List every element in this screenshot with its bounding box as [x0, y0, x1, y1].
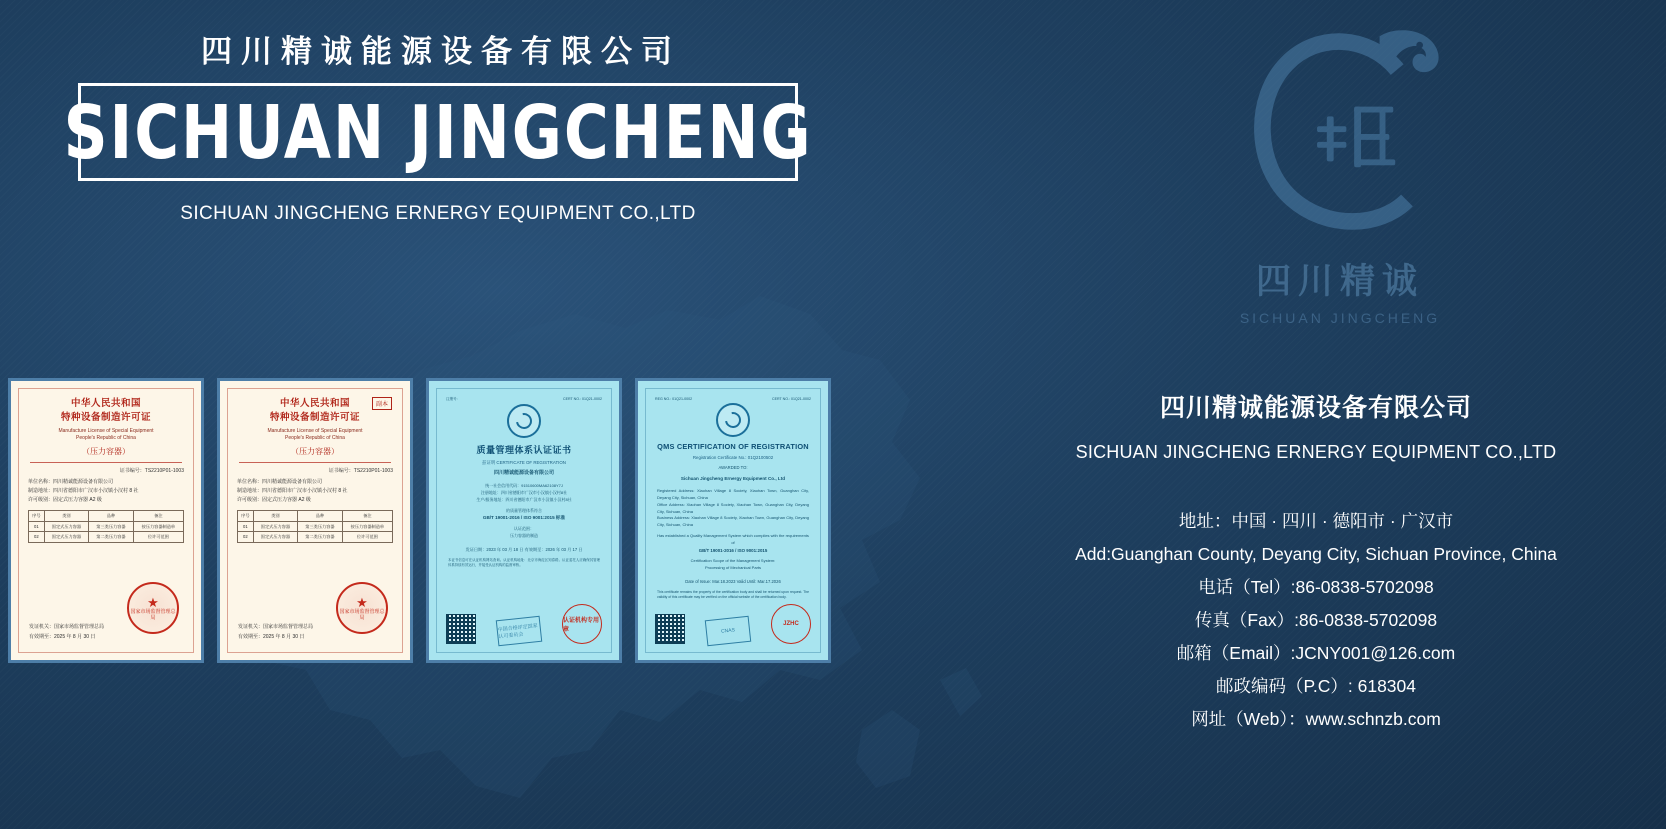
- cert2-r0c2: 第三类压力容器: [298, 521, 343, 531]
- cert1-seal-text: 国家市场监督管理总局: [130, 608, 176, 621]
- cert4-line-0: Registered Address: Xiaohan Village 8 Society, Xiaohan Town, Guanghan City, Deyang City, Sichuan, China: [657, 488, 809, 501]
- cert1-no-label: 证书编号：: [119, 467, 145, 474]
- cert1-row-1: 制造地址：四川省德阳市广汉市小汉镇小汉村 8 社: [28, 487, 139, 494]
- cert3-line-5: 认证范围：: [514, 526, 534, 532]
- certificate-gallery: [8, 378, 831, 663]
- cert2-divider: [239, 462, 391, 463]
- cert3-qr-code: [446, 614, 476, 644]
- cert4-company: Sichuan Jingcheng Ernergy Equipment Co., Ltd: [680, 475, 786, 481]
- cert4-title: QMS CERTIFICATION OF REGISTRATION: [657, 442, 809, 451]
- cert1-row-2: 许可级别：固定式压力容器 A2 级: [28, 497, 102, 503]
- cert3-line-0: 统一社会信用代码：91510600MA62108Y7J: [485, 483, 563, 489]
- cert1-no-value: TS2210P01-1003: [144, 467, 184, 474]
- contact-company-cn: 四川精诚能源设备有限公司: [1159, 394, 1472, 422]
- contact-address-en: Add:Guanghan County, Deyang City, Sichuan Province, China: [1075, 544, 1557, 564]
- cert2-footer-1: 发证机关：国家市场监督管理总局: [238, 624, 314, 630]
- certificate-card-manufacture-license[interactable]: [8, 378, 204, 663]
- cert2-r1c1: 固定式压力容器: [253, 532, 298, 542]
- cert2-title-en1: Manufacture License of Special Equipment: [267, 427, 363, 434]
- cert4-line-1: Office Address: Xiaohan Village 8 Society, Xiaohan Town, Guanghan City, Deyang City, Sichuan, China: [657, 501, 809, 514]
- cert1-r1c3: 位许可范围: [133, 532, 183, 542]
- table-row: [29, 521, 184, 531]
- cert4-cert-no: CERT NO.: 01Q21-0002: [771, 397, 811, 401]
- cert1-title-en2: People's Republic of China: [76, 435, 136, 441]
- cert2-footer-2: 有效期至：2025 年 8 月 30 日: [238, 634, 305, 640]
- cert4-line-2: Business Address: Xiaohan Village 8 Society, Xiaohan Town, Guanghan City, Deyang City, Sichuan, China: [657, 515, 809, 528]
- brand-block: [63, 26, 813, 225]
- cert3-line-1: 注册地址：四川省德阳市广汉市小汉镇小汉村8社: [480, 490, 568, 496]
- cert2-th-0: 序号: [238, 511, 254, 521]
- certificate-card-qms-cn[interactable]: [426, 378, 622, 663]
- cert2-row-1: 制造地址：四川省德阳市广汉市小汉镇小汉村 8 社: [237, 487, 348, 494]
- cert1-subtitle: （压力容器）: [82, 446, 130, 456]
- logo-text-en: SICHUAN JINGCHENG: [1239, 310, 1441, 326]
- cert2-no-label: 证书编号：: [328, 467, 354, 474]
- cert4-line-4: GB/T 19001-2016 / ISO 9001:2015: [698, 547, 768, 553]
- contact-panel: [1006, 388, 1626, 736]
- cert2-th-2: 品种: [298, 511, 343, 521]
- cert4-qr-code: [655, 614, 685, 644]
- cert1-r0c0: 01: [29, 521, 45, 531]
- cert4-subtitle: Registration Certificate No.: 01Q2100502: [692, 455, 774, 460]
- cert2-subtitle: （压力容器）: [291, 446, 339, 456]
- company-name-en-large: SICHUAN JINGCHENG: [63, 88, 813, 176]
- cert2-title-line2: 特种设备制造许可证: [269, 412, 360, 424]
- cert2-r0c3: 按压力容器制造单: [342, 521, 392, 531]
- cert1-r1c2: 第二类压力容器: [89, 532, 134, 542]
- cert1-th-1: 类别: [44, 511, 89, 521]
- cert4-line-3: Has established a Quality Management System which complies with the requirements of: [657, 533, 809, 545]
- table-row: [238, 532, 393, 542]
- cert3-subtitle: 兹证明 CERTIFICATE OF REGISTRATION: [482, 460, 566, 465]
- cert3-line-3: 的质量管理体系符合: [506, 507, 542, 513]
- cert2-row-2: 许可级别：固定式压力容器 A2 级: [237, 497, 311, 503]
- cert2-scope-table: [237, 510, 393, 542]
- cert4-awarded: AWARDED TO:: [718, 465, 748, 471]
- cert2-seal-text: 国家市场监督管理总局: [339, 608, 385, 621]
- cert2-copy-badge: 副本: [372, 397, 392, 410]
- cert2-title-en2: People's Republic of China: [285, 435, 345, 441]
- contact-email[interactable]: 邮箱（Email）:JCNY001@126.com: [1176, 643, 1456, 663]
- cert2-r0c1: 固定式压力容器: [253, 521, 298, 531]
- cert1-th-2: 品种: [89, 511, 134, 521]
- cert3-line-2: 生产/服务地址：四川省德阳市广汉市小汉镇小汉村8社: [476, 496, 572, 502]
- cert2-no-value: TS2210P01-1003: [353, 467, 393, 474]
- cert1-divider: [30, 462, 182, 463]
- cert2-r1c3: 位许可范围: [342, 532, 392, 542]
- contact-postcode: 邮政编码（P.C）: 618304: [1215, 676, 1417, 696]
- cert2-r1c2: 第二类压力容器: [298, 532, 343, 542]
- cert3-reg-no: 注册号：: [446, 397, 461, 401]
- cert1-scope-table: [28, 510, 184, 542]
- cert1-r1c1: 固定式压力容器: [44, 532, 89, 542]
- cert1-footer-1: 发证机关：国家市场监督管理总局: [29, 624, 105, 630]
- cert3-line-6: 压力容器的制造: [510, 533, 538, 539]
- table-row: [29, 532, 184, 542]
- cert3-fine-print: 本证书信息可在认证机构网站查询。认证机构地址：北京市海淀区知春路。认证委托人应确保其管理体系持续有效运行，并接受认证机构的监督审核。: [448, 557, 600, 568]
- cert3-seal: 认证机构专用章: [562, 604, 602, 644]
- cert4-line-6: Processing of Mechanical Parts: [704, 564, 762, 570]
- cert1-row-0: 单位名称：四川精诚能源设备有限公司: [28, 478, 114, 485]
- cert4-seal: JZHC: [771, 604, 811, 644]
- contact-rows: [1006, 505, 1626, 736]
- contact-website[interactable]: 网址（Web）：www.schnzb.com: [1191, 709, 1441, 729]
- table-row: [238, 521, 393, 531]
- cert3-line-4: GB/T 19001-2016 / ISO 9001:2015 标准: [482, 515, 566, 521]
- cert4-line-5: Certification Scope of the Management System:: [690, 558, 776, 564]
- company-name-cn: 四川精诚能源设备有限公司: [201, 34, 681, 69]
- cert1-title-en1: Manufacture License of Special Equipment: [58, 427, 154, 434]
- contact-address-cn: 地址：中国 · 四川 · 德阳市 · 广汉市: [1178, 511, 1454, 531]
- iso-emblem-icon: [507, 404, 541, 438]
- cert4-issue-line: Date of Issue: Mar.18.2023 Valid Until: Mar.17.2026: [685, 578, 781, 584]
- cert1-title-line2: 特种设备制造许可证: [60, 412, 151, 424]
- certificate-card-qms-en[interactable]: [635, 378, 831, 663]
- cert3-accreditation-stamp: 中国合格评定国家认可委员会: [496, 616, 542, 646]
- cert1-th-0: 序号: [29, 511, 45, 521]
- cert1-r0c2: 第三类压力容器: [89, 521, 134, 531]
- cert1-r0c1: 固定式压力容器: [44, 521, 89, 531]
- iso-emblem-icon: [716, 403, 750, 437]
- dragon-circle-icon: [1233, 10, 1448, 260]
- contact-company-en: SICHUAN JINGCHENG ERNERGY EQUIPMENT CO.,LTD: [1075, 442, 1557, 462]
- cert1-th-3: 备注: [133, 511, 183, 521]
- cert4-fine-print: This certificate remains the property of the certification body and shall be returned upon request. The validity of this certificate may be verified on the official website of the certification body.: [657, 589, 809, 599]
- cert1-r0c3: 按压力容器制造单: [133, 521, 183, 531]
- company-name-en-full: SICHUAN JINGCHENG ERNERGY EQUIPMENT CO.,LTD: [180, 203, 696, 224]
- company-name-box: [63, 83, 813, 181]
- cert2-r0c0: 01: [238, 521, 254, 531]
- contact-fax: 传真（Fax）:86-0838-5702098: [1194, 610, 1438, 630]
- cert2-th-1: 类别: [253, 511, 298, 521]
- cert1-footer-2: 有效期至：2025 年 8 月 30 日: [29, 634, 96, 640]
- logo-text-cn: 四川精诚: [1255, 262, 1424, 301]
- certificate-card-manufacture-license-copy[interactable]: [217, 378, 413, 663]
- cert1-official-seal: ★ 国家市场监督管理总局: [127, 582, 179, 634]
- cert4-reg-no: REG NO.: 01Q21-0002: [655, 397, 693, 401]
- cert2-title-line1: 中华人民共和国: [279, 398, 350, 409]
- cert2-official-seal: ★ 国家市场监督管理总局: [336, 582, 388, 634]
- cert2-r1c0: 02: [238, 532, 254, 542]
- cert2-th-3: 备注: [342, 511, 392, 521]
- cert1-r1c0: 02: [29, 532, 45, 542]
- cert4-accreditation-stamp: CNAS: [705, 616, 751, 646]
- contact-tel: 电话（Tel）:86-0838-5702098: [1198, 577, 1434, 597]
- cert1-title-line1: 中华人民共和国: [70, 398, 141, 409]
- cert3-issue-line: 发证日期：2023 年 03 月 18 日 有效期至：2026 年 03 月 17 日: [465, 546, 583, 552]
- cert3-company: 四川精诚能源设备有限公司: [493, 470, 554, 477]
- cert2-row-0: 单位名称：四川精诚能源设备有限公司: [237, 478, 323, 485]
- company-logo: [1210, 10, 1470, 326]
- cert3-cert-no: CERT NO.: 01Q21-0002: [562, 397, 602, 401]
- cert3-title: 质量管理体系认证证书: [476, 445, 572, 455]
